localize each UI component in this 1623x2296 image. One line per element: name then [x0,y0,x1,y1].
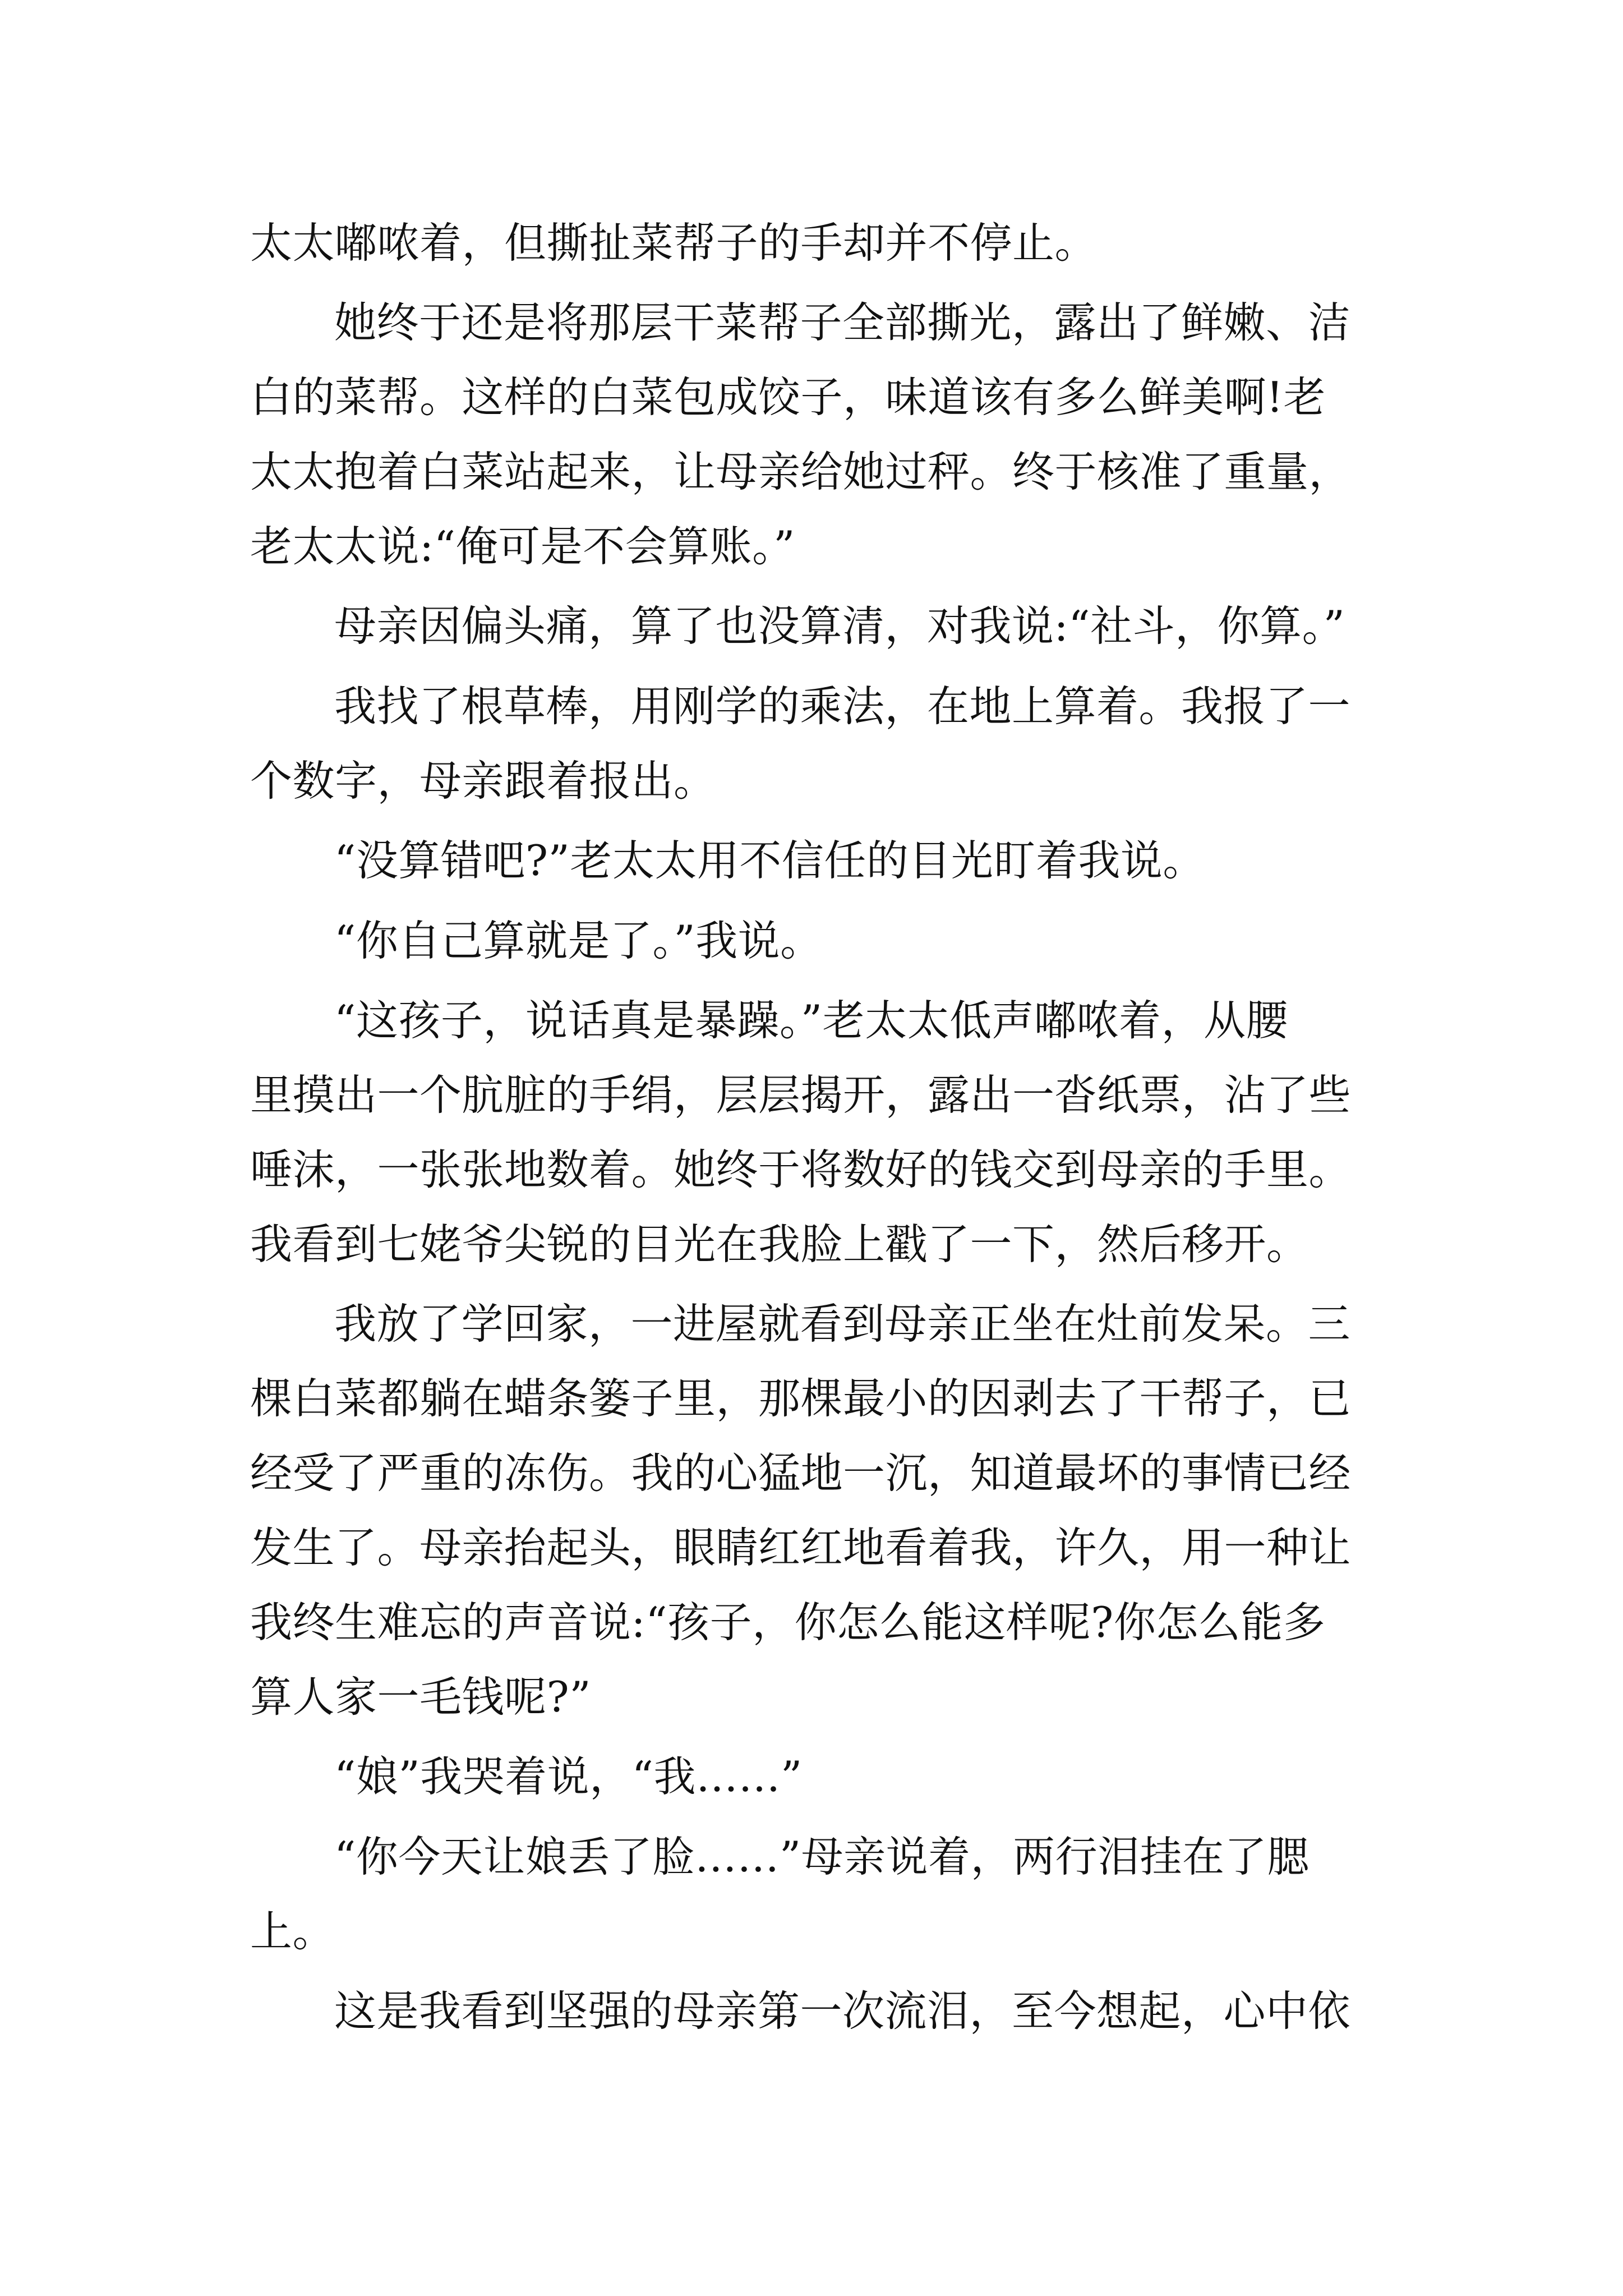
text-line: 母亲因偏头痛，算了也没算清，对我说:“社斗，你算。” [334,601,1345,651]
text-line: 太太抱着白菜站起来，让母亲给她过秤。终于核准了重量， [250,447,1352,496]
text-line: 太太嘟哝着，但撕扯菜帮子的手却并不停止。 [250,218,1098,268]
text-line: 老太太说:“俺可是不会算账。” [250,522,795,571]
text-line: “这孩子，说话真是暴躁。”老太太低声嘟哝着，从腰 [334,996,1289,1045]
text-line: 算人家一毛钱呢?” [250,1672,592,1722]
text-line: 这是我看到坚强的母亲第一次流泪，至今想起，心中依 [334,1986,1351,2036]
text-line: 棵白菜都躺在蜡条篓子里，那棵最小的因剥去了干帮子，已 [250,1374,1352,1423]
text-line: 里摸出一个肮脏的手绢，层层揭开，露出一沓纸票，沾了些 [250,1070,1352,1120]
text-line: 我找了根草棒，用刚学的乘法，在地上算着。我报了一 [334,682,1351,731]
text-line: “娘”我哭着说，“我……” [334,1752,803,1801]
text-line: 我放了学回家，一进屋就看到母亲正坐在灶前发呆。三 [334,1299,1351,1349]
text-line: 经受了严重的冻伤。我的心猛地一沉，知道最坏的事情已经 [250,1448,1352,1498]
text-line: 个数字，母亲跟着报出。 [250,756,716,806]
text-line: “你今天让娘丢了脸……”母亲说着，两行泪挂在了腮 [334,1832,1310,1881]
text-line: 我终生难忘的声音说:“孩子，你怎么能这样呢?你怎么能多 [250,1598,1326,1647]
text-line: “没算错吧?”老太太用不信任的目光盯着我说。 [334,836,1205,885]
text-line: 上。 [250,1907,335,1956]
text-line: 发生了。母亲抬起头，眼睛红红地看着我，许久，用一种让 [250,1523,1352,1572]
text-line: 唾沫，一张张地数着。她终于将数好的钱交到母亲的手里。 [250,1145,1352,1194]
text-line: 她终于还是将那层干菜帮子全部撕光，露出了鲜嫩、洁 [334,298,1351,347]
text-line: “你自己算就是了。”我说。 [334,916,823,965]
text-line: 我看到七姥爷尖锐的目光在我脸上戳了一下，然后移开。 [250,1220,1309,1269]
text-line: 白的菜帮。这样的白菜包成饺子，味道该有多么鲜美啊!老 [250,372,1326,422]
